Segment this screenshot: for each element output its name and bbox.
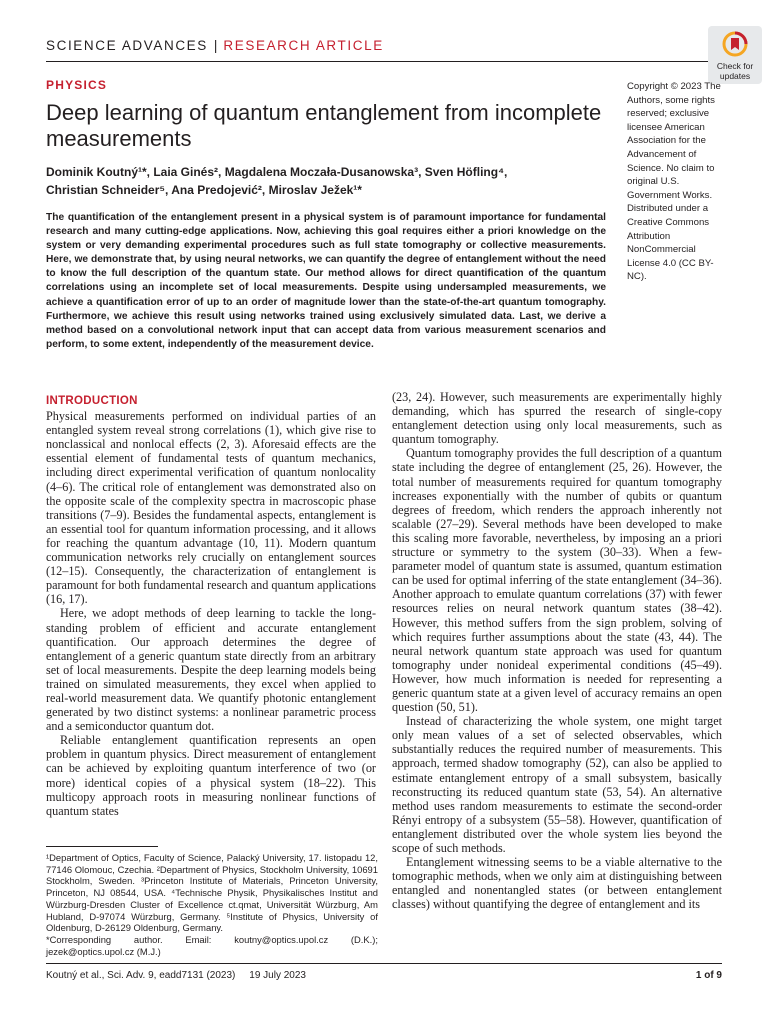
authors-line1: Dominik Koutný¹*, Laia Ginés², Magdalena Moczała-Dusanowska³, Sven Höfling⁴, xyxy=(46,165,508,179)
abstract: The quantification of the entanglement present in a physical system is of paramount importance for fundamental research and many cutting-edge applications. Now, achieving this goal requires either a priori knowledge on the system or very demanding experimental procedures such as full state tomography or collective measurements. Here, we demonstrate that, by using neural networks, we can quantify the degree of entanglement without the need to know the full description of the quantum state. Our method allows for direct quantification of the quantum correlations using an incomplete set of local measurements. Despite using undersampled measurements, we achieve a quantification error of up to an order of magnitude lower than the state-of-the-art quantum tomography. Furthermore, we achieve this result using networks trained using exclusively simulated data. Last, we derive a method based on a convolutional network input that can accept data from various measurement scenarios and perform, to some extent, independently of the measurement device. xyxy=(46,212,606,350)
check-for-updates-badge[interactable] xyxy=(708,26,762,84)
affiliations-footnote: ¹Department of Optics, Faculty of Science, Palacký University, 17. listopadu 12, 77146 Olomouc, Czechia. ²Department of Physics, Stockholm University, 10691 Stockholm, Sweden. ³Princeton Institute of Materials, Princeton University, Princeton, NJ 08544, USA. ⁴Technische Physik, Physikalisches Institut and Würzburg-Dresden Cluster of Excellence ct.qmat, Universität Würzburg, Am Hubland, D-97074 Würzburg, Germany. ⁵Institute of Physics, University of Oldenburg, D-26129 Oldenburg, Germany. xyxy=(46,852,378,934)
footer-rule xyxy=(46,963,722,964)
copyright-notice: Copyright © 2023 The Authors, some rights reserved; exclusive licensee American Association for the Advancement of Science. No claim to original U.S. Government Works. Distributed under a Creative Commons Attribution NonCommercial License 4.0 (CC BY-NC). xyxy=(627,81,721,283)
body-paragraph: Quantum tomography provides the full description of a quantum state including the degree of entanglement (25, 26). However, the total number of measurements required for quantum tomography increases exponentially with the number of qubits or quantum degrees of freedom, which renders the approach inherently not scalable (27–29). Several methods have been developed to make this scaling more favorable, nevertheless, by imposing an a priori structure or symmetry to the system (30–33). When a few-parameter model of quantum state is assumed, quantum estimation can be used for optimal inferring of the state entanglement (34–36). Another approach to emulate quantum correlations (37) with fewer resources relies on neural network quantum states (38–42). However, this method suffers from the sign problem, solving of which requires further assumptions about the state (43, 44). The neural network quantum state approach was used for quantum tomography under nonideal experimental conditions (45–49). However, how much information is needed for representing a generic quantum state at a given level of accuracy remains an open question (50, 51). xyxy=(392,446,722,715)
footnotes xyxy=(46,852,378,957)
page-number: 1 of 9 xyxy=(695,970,722,981)
header-separator: | xyxy=(213,38,218,53)
body-paragraph: Instead of characterizing the whole system, one might target only mean values of a set of selected observables, which substantially reduces the required number of measurements. This approach, termed shadow tomography (52), can also be applied to estimate entanglement entropy of a small subsystem, basically reconstructing its reduced quantum state (53, 54). An alternative method uses random measurements to estimate the second-order Rényi entropy of a subsystem (55–58). However, quantification of entanglement distributed over the whole system lies beyond the scope of such methods. xyxy=(392,714,722,855)
check-updates-icon xyxy=(722,31,748,57)
body-paragraph: Physical measurements performed on individual parties of an entangled system reveal strong correlations (1), which give rise to nonclassical and nonlocal effects (2, 3). Aforesaid effects are the essential element of fundamental tests of quantum mechanics, including direct experimental verification of quantum nonlocality (4–6). The critical role of entanglement was demonstrated also on the opposite scale of the complexity spectra in macroscopic phase transitions (7–9). Besides the fundamental aspects, entanglement is an essential tool for quantum information processing, and it allows for reaching the quantum advantage (10, 11). Modern quantum communication networks rely crucially on entanglement sources (12–15). Consequently, the characterization of entanglement is paramount for both fundamental research and quantum applications (16, 17). xyxy=(46,409,376,607)
journal-name: SCIENCE ADVANCES xyxy=(46,38,208,53)
footer-citation: Koutný et al., Sci. Adv. 9, eadd7131 (2023) 19 July 2023 xyxy=(46,970,306,981)
body-paragraph: (23, 24). However, such measurements are experimentally highly demanding, which has spurred the research of single-copy entanglement detection using only local measurements, such as quantum tomography. xyxy=(392,390,722,447)
journal-header xyxy=(46,38,384,53)
left-column xyxy=(46,394,376,818)
article-type: RESEARCH ARTICLE xyxy=(223,38,384,53)
body-paragraph: Entanglement witnessing seems to be a viable alternative to the tomographic methods, when we only aim at distinguishing between entangled and nonentangled states (or between entanglement classes) without quantifying the degree of entanglement and its xyxy=(392,855,722,912)
authors-line2: Christian Schneider⁵, Ana Predojević², Miroslav Ježek¹* xyxy=(46,183,362,197)
body-paragraph: Reliable entanglement quantification represents an open problem in quantum physics. Direct measurement of entanglement can be achieved by exploiting quantum interference of two (or more) identical copies of a physical system (18–22). This multicopy approach roots in measuring nonlinear functions of quantum states xyxy=(46,733,376,818)
badge-line1: Check for xyxy=(716,61,754,71)
author-list xyxy=(46,163,606,199)
badge-line2: updates xyxy=(719,71,751,81)
header-rule xyxy=(46,61,722,62)
section-label: PHYSICS xyxy=(46,78,108,92)
article-title: Deep learning of quantum entanglement from incomplete measurements xyxy=(46,100,602,151)
footnote-rule xyxy=(46,846,158,847)
introduction-heading: INTRODUCTION xyxy=(46,395,138,407)
corresponding-author-footnote: *Corresponding author. Email: koutny@optics.upol.cz (D.K.); jezek@optics.upol.cz (M.J.) xyxy=(46,933,378,957)
right-column xyxy=(392,390,722,911)
body-paragraph: Here, we adopt methods of deep learning to tackle the long-standing problem of efficient and accurate entanglement quantification. Our approach determines the degree of entanglement of a generic quantum state directly from an arbitrary set of local measurements. Despite the deep learning models being trained on simulated measurements, they excel when applied to real-world measurement data. We quantify photonic entanglement generated by two distinct systems: a nonlinear parametric process and a semiconductor quantum dot. xyxy=(46,606,376,734)
